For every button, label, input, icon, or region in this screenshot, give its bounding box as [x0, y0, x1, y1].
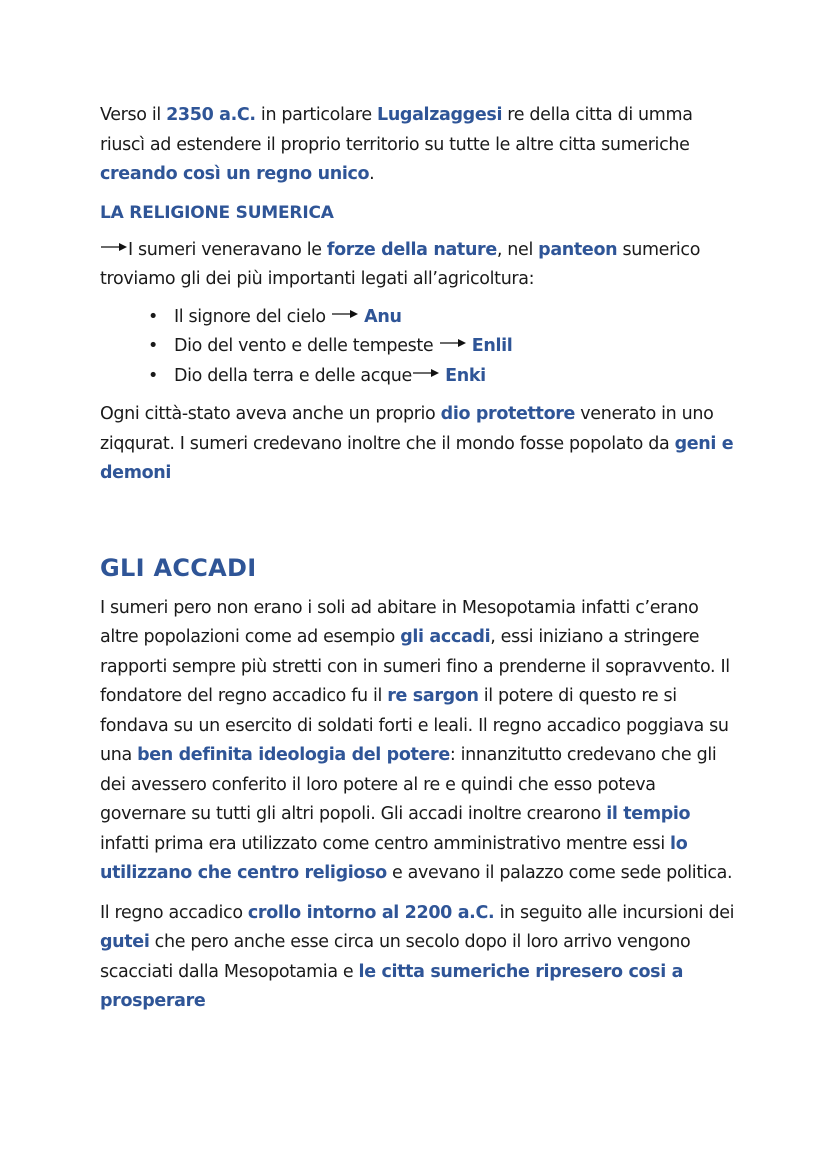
- bullet-icon: •: [148, 365, 158, 386]
- highlight-temple: il tempio: [606, 804, 691, 824]
- list-item: [148, 362, 740, 392]
- god-name: Anu: [364, 306, 402, 327]
- bullet-icon: •: [148, 306, 158, 327]
- text: e avevano il palazzo come sede politica.: [386, 863, 733, 883]
- god-description: Dio del vento e delle tempeste: [174, 336, 434, 356]
- god-name: Enlil: [471, 336, 513, 356]
- highlight-year: 2350 a.C.: [166, 105, 256, 125]
- text: Il regno accadico: [100, 902, 248, 923]
- text: , nel: [496, 239, 539, 260]
- section-heading-accadi: GLI ACCADI: [100, 553, 257, 582]
- text: : innanzitutto credevano che gli dei avessero conferito il loro potere al re e quindi che esso poteva governare su tutti gli altri popoli. Gli accadi inoltre crearono: [100, 745, 717, 824]
- god-description: Dio della terra e delle acque: [174, 365, 412, 386]
- text: sumerico troviamo gli dei più importanti legati all’agricoltura:: [100, 239, 701, 289]
- accadi-paragraph-1: [100, 594, 740, 889]
- highlight-ideology: ben definita ideologia del potere: [137, 745, 450, 765]
- arrow-right-icon: [331, 308, 359, 320]
- text: in seguito alle incursioni dei: [494, 902, 735, 923]
- highlight-protector: dio protettore: [440, 404, 576, 424]
- text: in particolare: [255, 105, 378, 125]
- highlight-panteon: panteon: [538, 239, 618, 260]
- highlight-cities: le citta sumeriche ripresero cosi a prosperare: [100, 961, 684, 1011]
- text: Ogni città-stato aveva anche un proprio: [100, 404, 441, 424]
- text: infatti prima era utilizzato come centro amministrativo mentre essi: [100, 833, 671, 854]
- god-description: Il signore del cielo: [174, 306, 326, 327]
- text: re della citta di umma riuscì ad estendere il proprio territorio su tutte le altre citta sumeriche: [100, 105, 693, 155]
- text: il potere di questo re si fondava su un esercito di soldati forti e leali. Il regno accadico poggiava su una: [100, 686, 729, 765]
- text: che pero anche esse circa un secolo dopo il loro arrivo vengono scacciati dalla Mesopotamia e: [100, 932, 691, 982]
- gods-list: [100, 303, 740, 392]
- text: I sumeri veneravano le: [128, 239, 327, 260]
- highlight-founder: re sargon: [387, 686, 479, 706]
- list-item: [148, 303, 740, 333]
- highlight-result: creando così un regno unico: [100, 164, 370, 184]
- section-heading-religion: LA RELIGIONE SUMERICA: [100, 202, 334, 223]
- highlight-forces: forze della nature: [326, 239, 497, 260]
- religion-paragraph: [100, 236, 740, 295]
- text: venerato in uno ziqqurat. I sumeri credevano inoltre che il mondo fosse popolato da: [100, 404, 714, 454]
- god-name: Enki: [445, 365, 486, 386]
- arrow-right-icon: [439, 337, 467, 349]
- highlight-gutei: gutei: [100, 932, 150, 952]
- protector-paragraph: [100, 400, 740, 489]
- highlight-king: Lugalzaggesi: [377, 105, 503, 125]
- text: .: [369, 164, 375, 184]
- text: , essi iniziano a stringere rapporti sempre più stretti con in sumeri fino a prenderne il sopravvento. Il fondatore del regno accadico fu il: [100, 627, 730, 706]
- highlight-people: gli accadi: [400, 627, 491, 647]
- bullet-icon: •: [148, 336, 158, 356]
- highlight-collapse: crollo intorno al 2200 a.C.: [247, 902, 495, 923]
- highlight-use: lo utilizzano che centro religioso: [100, 833, 688, 883]
- document-page: [100, 101, 740, 1017]
- accadi-paragraph-2: [100, 899, 740, 1017]
- text: Verso il: [100, 105, 167, 125]
- arrow-right-icon: [100, 241, 128, 253]
- intro-paragraph: [100, 101, 740, 190]
- arrow-right-icon: [412, 367, 440, 379]
- list-item: [148, 332, 740, 362]
- highlight-spirits: geni e demoni: [100, 433, 734, 483]
- text: I sumeri pero non erano i soli ad abitare in Mesopotamia infatti c’erano altre popolazioni come ad esempio: [100, 597, 699, 647]
